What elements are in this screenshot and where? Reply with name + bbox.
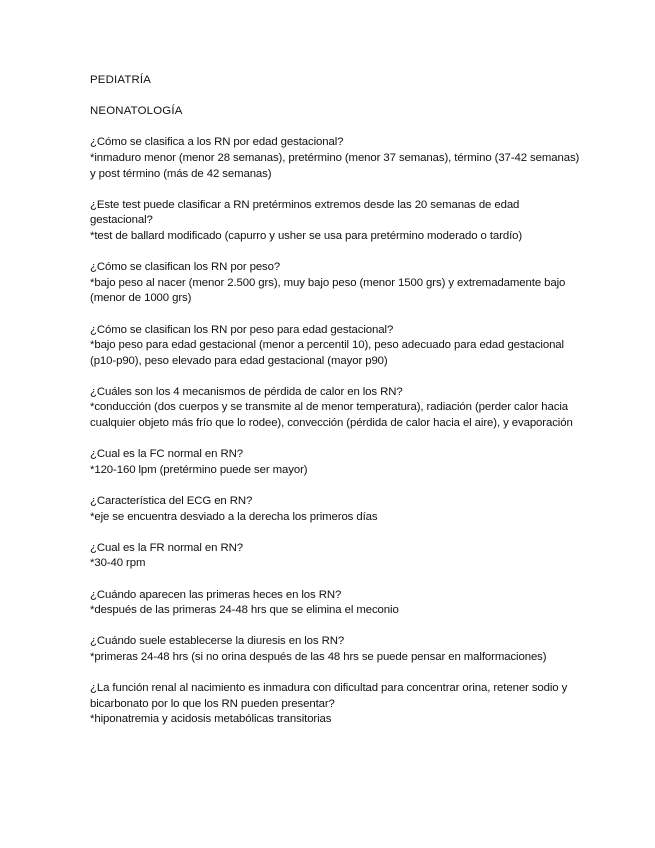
answer-text: *inmaduro menor (menor 28 semanas), pretérmino (menor 37 semanas), término (37-42 semanas) y post término (más de 42 semanas) (90, 151, 580, 180)
section-heading: NEONATOLOGÍA (90, 105, 183, 118)
question-text: ¿Cómo se clasifican los RN por peso? (90, 261, 281, 274)
document-title: PEDIATRÍA (90, 74, 152, 86)
qa-item (90, 588, 580, 619)
question-text: ¿Cuáles son los 4 mecanismos de pérdida de calor en los RN? (90, 385, 403, 398)
question-text: ¿Cómo se clasifica a los RN por edad gestacional? (90, 136, 344, 149)
question-text: ¿La función renal al nacimiento es inmadura con dificultad para concentrar orina, retener sodio y bicarbonato por lo que los RN pueden presentar? (90, 682, 568, 710)
question-text: ¿Cómo se clasifican los RN por peso para edad gestacional? (90, 323, 394, 336)
answer-text: *después de las primeras 24-48 hrs que se elimina el meconio (90, 604, 399, 617)
document-content (90, 73, 580, 744)
answer-text: *test de ballard modificado (capurro y usher se usa para pretérmino moderado o tardío) (90, 229, 523, 242)
qa-item (90, 541, 580, 572)
question-text: ¿Cuándo suele establecerse la diuresis en los RN? (90, 635, 345, 648)
question-text: ¿Cual es la FC normal en RN? (90, 448, 243, 461)
answer-text: *120-160 lpm (pretérmino puede ser mayor) (90, 463, 308, 476)
qa-item (90, 323, 580, 370)
qa-item (90, 447, 580, 478)
qa-item (90, 634, 580, 665)
answer-text: *bajo peso al nacer (menor 2.500 grs), muy bajo peso (menor 1500 grs) y extremadamente bajo (menor de 1000 grs) (90, 276, 566, 305)
answer-text: *conducción (dos cuerpos y se transmite al de menor temperatura), radiación (perder calor hacia cualquier objeto más frío que lo rodee), convección (pérdida de calor hacia el aire), y evaporación (90, 401, 573, 430)
qa-item (90, 135, 580, 182)
question-text: ¿Este test puede clasificar a RN pretérminos extremos desde las 20 semanas de edad gestacional? (90, 198, 520, 227)
answer-text: *bajo peso para edad gestacional (menor a percentil 10), peso adecuado para edad gestacional (p10-p90), peso elevado para edad gestacional (mayor p90) (90, 339, 564, 367)
answer-text: *primeras 24-48 hrs (si no orina después de las 48 hrs se puede pensar en malformaciones) (90, 650, 547, 663)
question-text: ¿Característica del ECG en RN? (90, 495, 253, 508)
qa-item (90, 260, 580, 307)
question-text: ¿Cuándo aparecen las primeras heces en los RN? (90, 588, 342, 601)
answer-text: *eje se encuentra desviado a la derecha los primeros días (90, 510, 378, 523)
qa-item (90, 385, 580, 432)
qa-item (90, 681, 580, 728)
qa-item (90, 198, 580, 245)
answer-text: *30-40 rpm (90, 557, 146, 570)
answer-text: *hiponatremia y acidosis metabólicas transitorias (90, 713, 332, 726)
question-text: ¿Cual es la FR normal en RN? (90, 541, 243, 554)
qa-item (90, 494, 580, 525)
